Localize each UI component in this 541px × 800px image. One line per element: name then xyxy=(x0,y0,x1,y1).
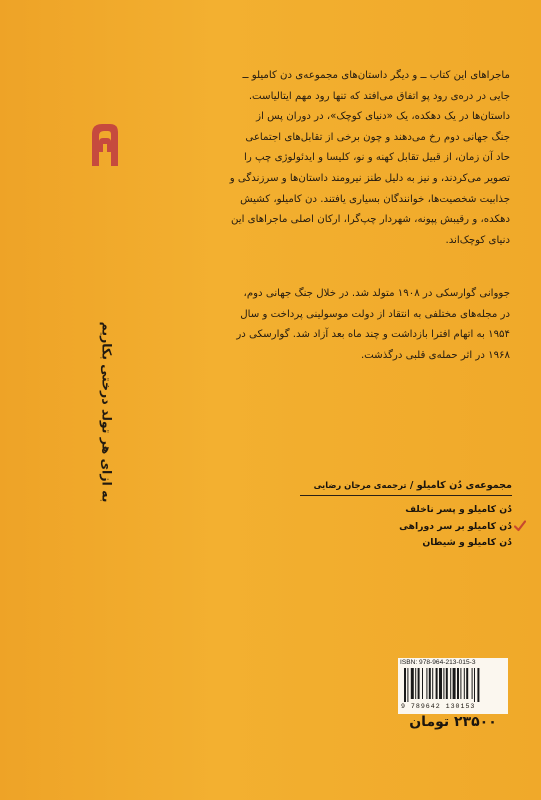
text-line: حاد آن زمان، از قبیل تقابل کهنه و نو، کلیسا و ایدئولوژی چپ را xyxy=(244,152,510,164)
text-line: ۱۹۶۸ در اثر حمله‌ی قلبی درگذشت. xyxy=(360,349,510,361)
text-line: جایی در دره‌ی رود پو اتفاق می‌افتد که تنها رود مهم ایتالیاست. xyxy=(248,90,510,102)
series-item xyxy=(300,535,512,552)
text-line: در مجله‌های مختلفی به انتقاد از دولت موسولینی پرداخت و سال xyxy=(240,308,510,320)
text-line: داستان‌ها در یک دهکده، یک «دنیای کوچک»، در دوران پس از xyxy=(256,111,510,123)
text-line: دهکده، و رقیبش پپونه، شهردار چپ‌گرا، ارکان اصلی ماجراهای این xyxy=(231,214,510,226)
slogan-text: به ازای هر تولد درختی بکاریم xyxy=(99,321,115,503)
text-line: ۱۹۵۴ به اتهام افترا بازداشت و چند ماه بعد آزاد شد. گوارسکی در xyxy=(236,329,510,341)
slogan xyxy=(93,262,121,562)
barcode-icon xyxy=(404,668,502,702)
series-box xyxy=(300,480,512,552)
series-title: مجموعه‌ی دُن کامیلو xyxy=(416,480,512,491)
barcode-area xyxy=(398,658,508,714)
series-item xyxy=(300,502,512,519)
series-item-label: دُن کامیلو و پسر ناخلف xyxy=(405,504,512,515)
text-line: دنیای کوچک‌اند. xyxy=(445,234,510,246)
barcode-number: 9 789642 130153 xyxy=(401,703,476,710)
check-icon xyxy=(514,520,526,532)
series-item-label: دُن کامیلو بر سر دوراهی xyxy=(399,520,512,532)
author-bio-paragraph xyxy=(180,284,510,366)
text-line: جووانی گوارسکی در ۱۹۰۸ متولد شد. در خلال جنگ جهانی دوم، xyxy=(243,288,510,299)
series-list xyxy=(300,502,512,552)
text-line: ماجراهای این کتاب ــ و دیگر داستان‌های مجموعه‌ی دن کامیلو ــ xyxy=(242,70,510,81)
series-translator: ترجمه‌ی مرجان رضایی xyxy=(313,480,407,490)
text-line: جنگ جهانی دوم رخ می‌دهند و چون برخی از تقابل‌های اجتماعی xyxy=(245,131,510,143)
isbn-text: ISBN: 978-964-213-015-3 xyxy=(400,659,476,666)
series-heading xyxy=(300,480,512,496)
text-line: جذابیت شخصیت‌ها، خوانندگان بسیاری یافتند. دن کامیلو، کشیش xyxy=(240,193,510,205)
series-item-label: دُن کامیلو و شیطان xyxy=(422,537,512,548)
price-label: ۲۳۵۰۰ تومان xyxy=(409,714,497,730)
text-line: تصویر می‌کردند، و نیز به دلیل طنز نیرومند داستان‌ها و سرزندگی و xyxy=(229,172,510,184)
series-item xyxy=(300,519,512,536)
series-separator: / xyxy=(406,480,417,491)
summary-paragraph xyxy=(180,66,510,251)
publisher-logo-icon xyxy=(88,118,122,168)
